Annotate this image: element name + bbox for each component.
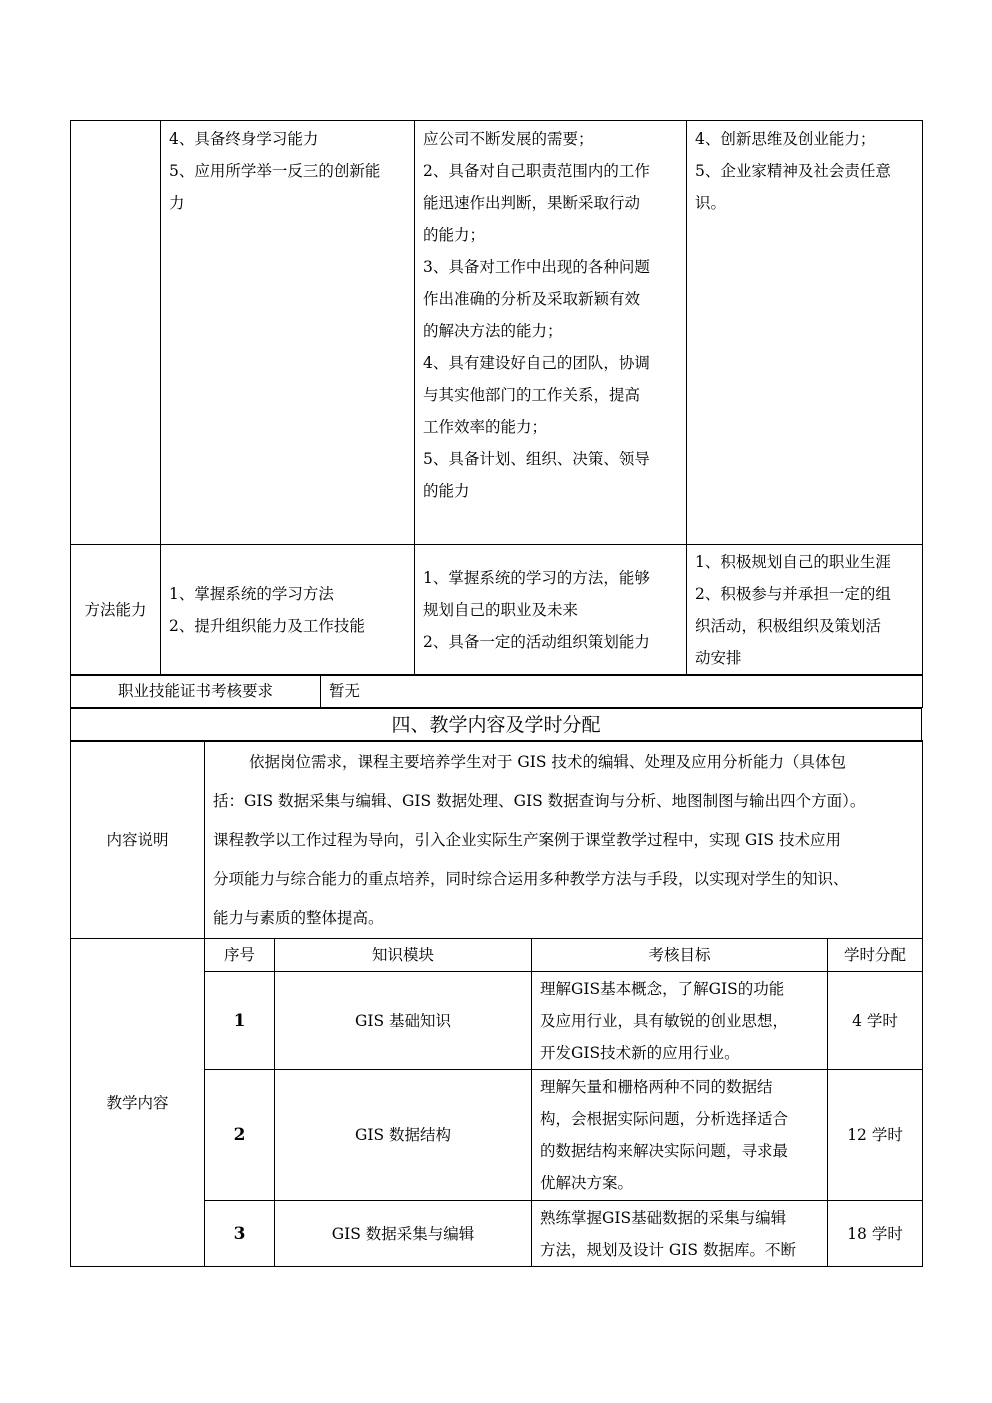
- certificate-value: 暂无: [321, 675, 923, 708]
- method-ability-label: 方法能力: [71, 545, 161, 676]
- method-skills-cell: [415, 545, 687, 676]
- certificate-label: 职业技能证书考核要求: [71, 675, 321, 708]
- text-line: 的能力: [423, 482, 470, 500]
- text-line: 的解决方法的能力；: [423, 322, 563, 340]
- header-num: 序号: [205, 939, 275, 972]
- text-line: 作出准确的分析及采取新颖有效: [423, 290, 641, 308]
- text-line: 优解决方案。: [540, 1174, 634, 1192]
- description-line: 依据岗位需求，课程主要培养学生对于 GIS 技术的编辑、处理及应用分析能力（具体包: [249, 753, 846, 771]
- row-hours: 4 学时: [828, 972, 923, 1070]
- text-line: 方法，规划及设计 GIS 数据库。不断: [540, 1240, 796, 1259]
- text-line: 力: [169, 194, 185, 212]
- text-line: 动安排: [695, 649, 742, 667]
- text-line: 理解GIS基本概念，了解GIS的功能: [540, 979, 785, 998]
- text-line: 的数据结构来解决实际问题，寻求最: [540, 1142, 789, 1160]
- row-goal: [532, 1201, 828, 1267]
- text-line: 的能力；: [423, 226, 486, 244]
- header-hours: 学时分配: [828, 939, 923, 972]
- text-line: 理解矢量和栅格两种不同的数据结: [540, 1078, 773, 1096]
- certificate-table: [70, 674, 922, 742]
- text-line: 2、提升组织能力及工作技能: [169, 617, 365, 635]
- description-row: [71, 741, 923, 939]
- text-line: 3、具备对工作中出现的各种问题: [423, 258, 650, 276]
- content-table: [70, 740, 922, 1267]
- description-line: 能力与素质的整体提高。: [213, 909, 384, 927]
- row-hours: 18 学时: [828, 1201, 923, 1267]
- header-module: 知识模块: [275, 939, 532, 972]
- section-title: 四、教学内容及学时分配: [71, 709, 922, 742]
- text-line: 2、具备对自己职责范围内的工作: [423, 162, 650, 180]
- ability-table: [70, 120, 922, 676]
- text-line: 5、具备计划、组织、决策、领导: [423, 450, 650, 468]
- row-goal: [532, 972, 828, 1070]
- text-line: 1、积极规划自己的职业生涯: [695, 553, 891, 571]
- text-line: 熟练掌握GIS基础数据的采集与编辑: [540, 1208, 787, 1227]
- section-title-row: [71, 709, 922, 742]
- text-line: 应公司不断发展的需要；: [423, 130, 594, 148]
- ability-row-continued: [71, 121, 923, 545]
- description-line: 分项能力与综合能力的重点培养，同时综合运用多种教学方法与手段，以实现对学生的知识、: [213, 870, 849, 888]
- description-label: 内容说明: [71, 741, 205, 939]
- method-ability-row: [71, 545, 923, 676]
- text-line: 构，会根据实际问题，分析选择适合: [540, 1110, 789, 1128]
- description-line: 括：GIS 数据采集与编辑、GIS 数据处理、GIS 数据查询与分析、地图制图与输出四个方面）。: [213, 792, 866, 810]
- ability-label-cell: [71, 121, 161, 545]
- text-line: 开发GIS技术新的应用行业。: [540, 1043, 740, 1062]
- certificate-row: [71, 675, 923, 708]
- row-module: GIS 基础知识: [275, 972, 532, 1070]
- text-line: 2、具备一定的活动组织策划能力: [423, 633, 650, 651]
- description-line: 课程教学以工作过程为导向，引入企业实际生产案例于课堂教学过程中，实现 GIS 技术应用: [213, 831, 841, 849]
- text-line: 识。: [695, 194, 727, 212]
- row-num: 2: [205, 1070, 275, 1201]
- row-goal: [532, 1070, 828, 1201]
- text-line: 织活动，积极组织及策划活: [695, 617, 882, 635]
- skills-cell: [415, 121, 687, 545]
- description-text: [205, 741, 923, 939]
- text-line: 4、创新思维及创业能力；: [695, 130, 876, 148]
- text-line: 5、企业家精神及社会责任意: [695, 162, 891, 180]
- text-line: 与其实他部门的工作关系，提高: [423, 386, 641, 404]
- text-line: 1、掌握系统的学习方法: [169, 585, 334, 603]
- text-line: 4、具有建设好自己的团队，协调: [423, 354, 650, 372]
- text-line: 工作效率的能力；: [423, 418, 548, 436]
- row-num: 1: [205, 972, 275, 1070]
- text-line: 规划自己的职业及未来: [423, 601, 579, 619]
- teaching-label: 教学内容: [71, 939, 205, 1267]
- teaching-header-row: [71, 939, 923, 972]
- header-goal: 考核目标: [532, 939, 828, 972]
- row-num: 3: [205, 1201, 275, 1267]
- method-knowledge-cell: [161, 545, 415, 676]
- text-line: 4、具备终身学习能力: [169, 130, 319, 148]
- row-hours: 12 学时: [828, 1070, 923, 1201]
- text-line: 能迅速作出判断，果断采取行动: [423, 194, 641, 212]
- knowledge-cell: [161, 121, 415, 545]
- text-line: 及应用行业，具有敏锐的创业思想，: [540, 1011, 789, 1030]
- text-line: 1、掌握系统的学习的方法，能够: [423, 569, 650, 587]
- method-quality-cell: [687, 545, 923, 676]
- text-line: 2、积极参与并承担一定的组: [695, 585, 891, 603]
- text-line: 5、应用所学举一反三的创新能: [169, 162, 381, 180]
- row-module: GIS 数据采集与编辑: [275, 1201, 532, 1267]
- row-module: GIS 数据结构: [275, 1070, 532, 1201]
- quality-cell: [687, 121, 923, 545]
